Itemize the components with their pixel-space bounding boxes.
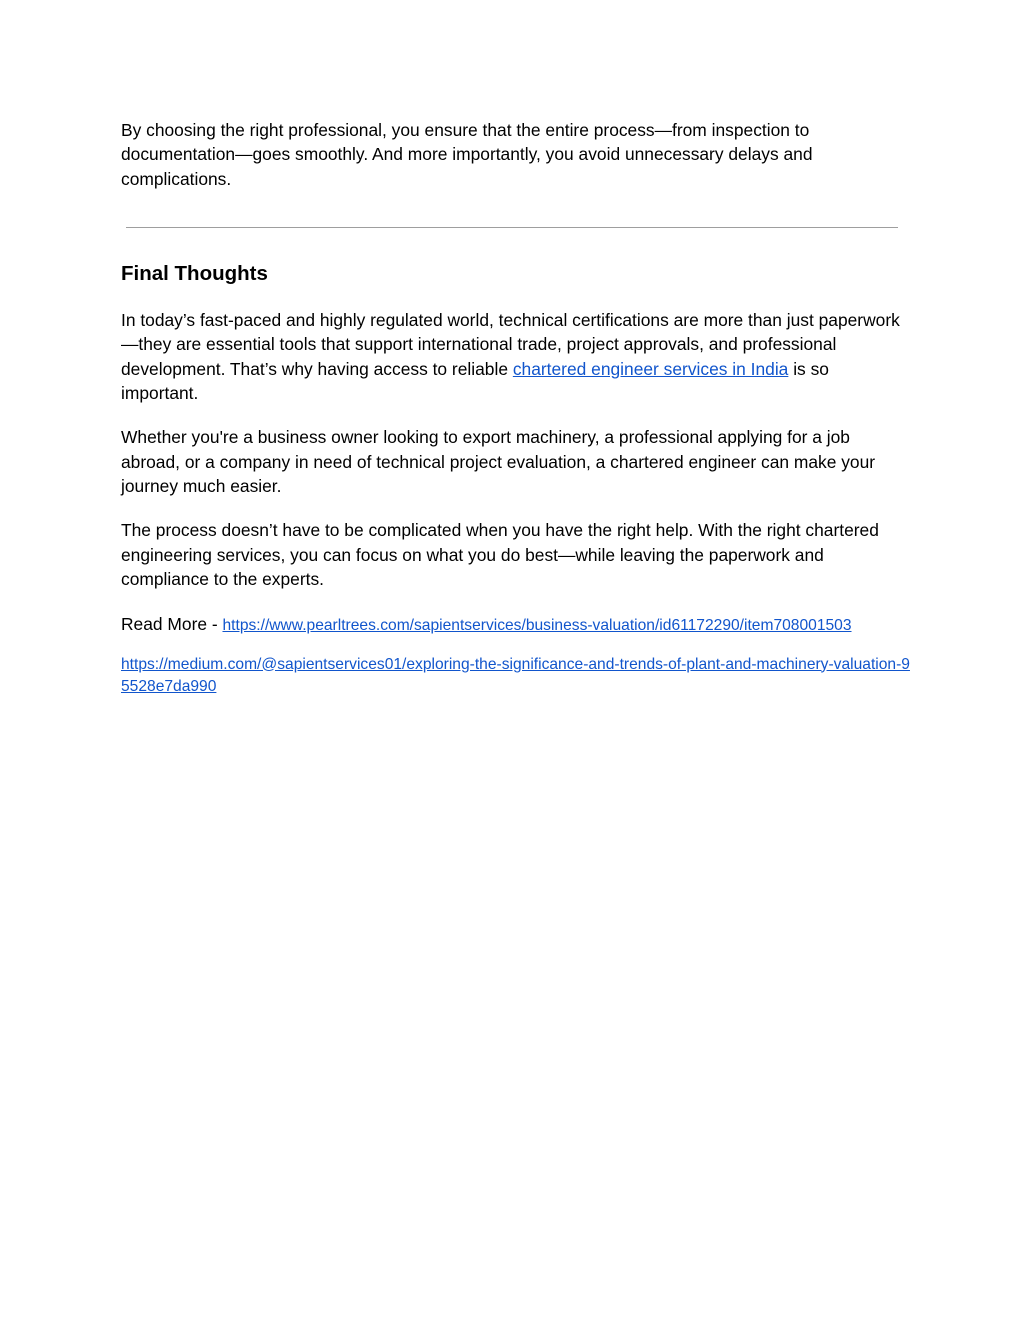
medium-link[interactable]: https://medium.com/@sapientservices01/exploring-the-significance-and-trends-of-plant-and-machinery-valuation-95528e7da990 (121, 655, 910, 696)
horizontal-divider (126, 227, 898, 228)
section-heading: Final Thoughts (121, 262, 268, 285)
paragraph-1 (121, 308, 911, 405)
intro-block (121, 118, 911, 191)
paragraph-1-text-before: In today’s fast-paced and highly regulated world, technical certifications are more than just paperwork—they are essential tools that support international trade, project approvals, and professional development. That’s why having access to reliable (121, 310, 900, 379)
medium-link-line (121, 654, 911, 699)
read-more-line (121, 612, 911, 638)
paragraph-1-text-after: is so important. (121, 358, 829, 403)
paragraph-3: The process doesn’t have to be complicated when you have the right help. With the right chartered engineering services, you can focus on what you do best—while leaving the paperwork and compliance to the experts. (121, 520, 879, 590)
chartered-engineer-link[interactable]: chartered engineer services in India (512, 358, 789, 379)
read-more-label: Read More - (121, 613, 223, 634)
section-body (121, 308, 911, 719)
paragraph-2: Whether you're a business owner looking to export machinery, a professional applying for a job abroad, or a company in need of technical project evaluation, a chartered engineer can make your journey much easier. (121, 427, 876, 496)
intro-paragraph: By choosing the right professional, you ensure that the entire process—from inspection to documentation—goes smoothly. And more importantly, you avoid unnecessary delays and complications. (121, 120, 813, 189)
pearltrees-link[interactable]: https://www.pearltrees.com/sapientservices/business-valuation/id61172290/item708001503 (222, 616, 852, 634)
